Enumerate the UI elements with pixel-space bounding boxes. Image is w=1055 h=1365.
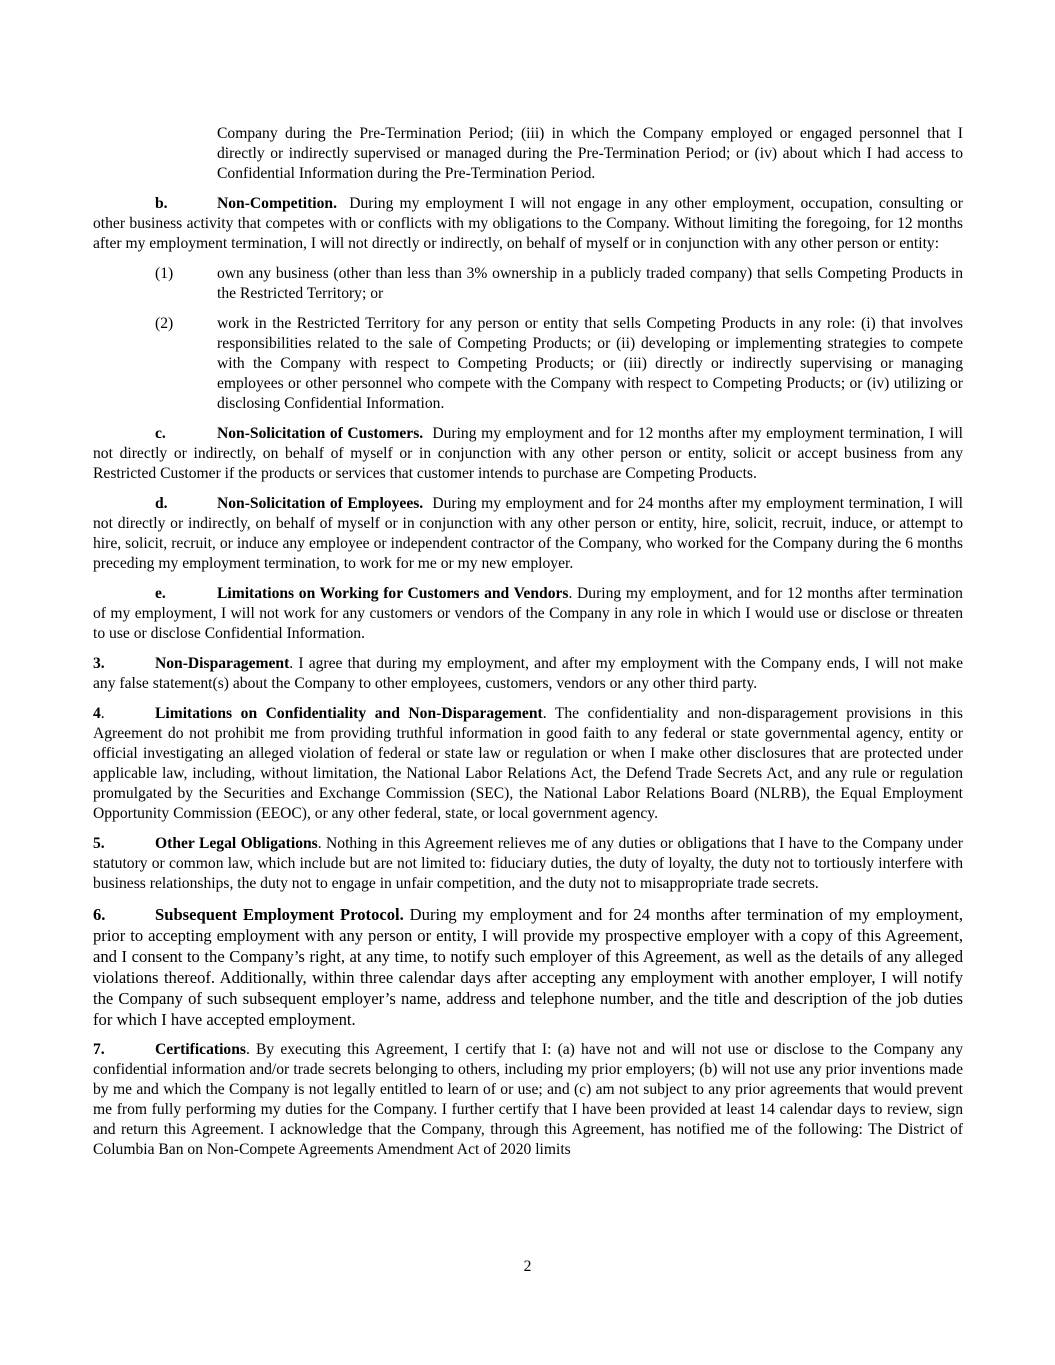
subsection-label: d. — [155, 495, 168, 512]
section-text: . Nothing in this Agreement relieves me of any duties or obligations that I have to the Company under statutory or common law, which include but are not limited to: fiduciary duties, the duty of loyalty, the duty not to tortiously interfere with business relationships, the duty not to engage in unfair competition, and the duty not to misappropriate trade secrets. — [93, 835, 963, 892]
section-text: . By executing this Agreement, I certify that I: (a) have not and will not use or disclose to the Company any confidential information and/or trade secrets belonging to others, including my prior employers; (b) will not use any prior inventions made by me and which the Company is not legally entitled to learn of or use; and (c) am not subject to any prior agreements that would prevent me from fully performing my duties for the Company. I further certify that I have been provided at least 14 calendar days to review, sign and return this Agreement. I acknowledge that the Company, through this Agreement, has notified me of the following: The District of Columbia Ban on Non-Compete Agreements Amendment Act of 2020 limits — [93, 1041, 963, 1158]
document-page — [93, 124, 963, 1170]
section-number: 5. — [93, 835, 105, 852]
section-heading: Other Legal Obligations — [155, 835, 318, 852]
subsection-b — [93, 194, 963, 254]
subsection-d — [93, 494, 963, 574]
list-item-text: own any business (other than less than 3% ownership in a publicly traded company) that sells Competing Products in the Restricted Territory; or — [217, 265, 963, 302]
section-text: . The confidentiality and non-disparagement provisions in this Agreement do not prohibit me from providing truthful information in good faith to any federal or state governmental agency, entity or official investigating an alleged violation of federal or state law or regulation or when I make other disclosures that are protected under applicable law, including, without limitation, the National Labor Relations Act, the Defend Trade Secrets Act, and any rule or regulation promulgated by the Securities and Exchange Commission (SEC), the National Labor Relations Board (NLRB), the Equal Employment Opportunity Commission (EEOC), or any other federal, state, or local government agency. — [93, 705, 963, 822]
section-heading: Certifications — [155, 1041, 246, 1058]
section-number-digit: 4 — [93, 705, 101, 722]
subsection-text: During my employment I will not engage in any other employment, occupation, consulting or other business activity that competes with or conflicts with my obligations to the Company. Without limiting the foregoing, for 12 months after my employment termination, I will not directly or indirectly, on behalf of myself or in conjunction with any other person or entity: — [93, 195, 964, 252]
subsection-c — [93, 424, 963, 484]
section-number — [93, 704, 155, 724]
list-item — [155, 264, 963, 304]
section-heading: Non-Disparagement — [155, 655, 290, 672]
section-number: 6. — [93, 905, 106, 924]
list-item — [155, 314, 963, 414]
list-item-number: (1) — [155, 265, 174, 282]
section-heading: Subsequent Employment Protocol. — [155, 905, 404, 924]
subsection-text: . During my employment, and for 12 months after termination of my employment, I will not work for any customers or vendors of the Company in any role in which I would use or disclose or threaten to use or disclose Confidential Information. — [93, 585, 963, 642]
section-5 — [93, 834, 963, 894]
subsection-heading: Limitations on Working for Customers and Vendors — [217, 585, 569, 602]
section-number: 7. — [93, 1041, 105, 1058]
section-4 — [93, 704, 963, 824]
subsection-text: During my employment and for 12 months after my employment termination, I will not directly or indirectly, on behalf of myself or in conjunction with any other person or entity, solicit or accept business from any Restricted Customer if the products or services that customer intends to purchase are Competing Products. — [93, 425, 963, 482]
section-heading: Limitations on Confidentiality and Non-Disparagement — [155, 705, 543, 722]
list-item-text: work in the Restricted Territory for any person or entity that sells Competing Products in any role: (i) that involves responsibilities related to the sale of Competing Products; or (ii) developing or implementing strategies to compete with the Company with respect to Competing Products; or (iii) directly or indirectly supervising or managing employees or other personnel who compete with the Company with respect to Competing Products; or (iv) utilizing or disclosing Confidential Information. — [217, 315, 963, 412]
subsection-heading: Non-Competition. — [217, 195, 337, 212]
subsection-label: c. — [155, 425, 166, 442]
section-6 — [93, 904, 963, 1030]
subsection-heading: Non-Solicitation of Employees. — [217, 495, 424, 512]
subsection-e — [93, 584, 963, 644]
subsection-label: b. — [155, 195, 168, 212]
section-number-dot: . — [100, 705, 105, 722]
page-number: 2 — [523, 1258, 532, 1275]
section-3 — [93, 654, 963, 694]
subsection-text: During my employment and for 24 months after my employment termination, I will not directly or indirectly, on behalf of myself or in conjunction with any other person or entity, hire, solicit, recruit, induce, or attempt to hire, solicit, recruit, or induce any employee or independent contractor of the Company, who worked for the Company during the 6 months preceding my employment termination, to work for me or my new employer. — [93, 495, 964, 572]
section-number: 3. — [93, 655, 105, 672]
section-7 — [93, 1040, 963, 1160]
subsection-heading: Non-Solicitation of Customers. — [217, 425, 424, 442]
subsection-label: e. — [155, 585, 166, 602]
list-item-number: (2) — [155, 315, 174, 332]
section-text: During my employment and for 24 months after termination of my employment, prior to accepting employment with any person or entity, I will provide my prospective employer with a copy of this Agreement, and I consent to the Company’s right, at any time, to notify such employer of this Agreement, as well as the details of any alleged violations thereof. Additionally, within three calendar days after accepting any employment with another employer, I will notify the Company of such subsequent employer’s name, address and telephone number, and the title and description of the job duties for which I have accepted employment. — [93, 905, 964, 1029]
continuation-paragraph: Company during the Pre-Termination Period; (iii) in which the Company employed or engaged personnel that I directly or indirectly supervised or managed during the Pre-Termination Period; or (iv) about which I had access to Confidential Information during the Pre-Termination Period. — [217, 125, 963, 182]
section-text: . I agree that during my employment, and after my employment with the Company ends, I will not make any false statement(s) about the Company to other employees, customers, vendors or any other third party. — [93, 655, 963, 692]
